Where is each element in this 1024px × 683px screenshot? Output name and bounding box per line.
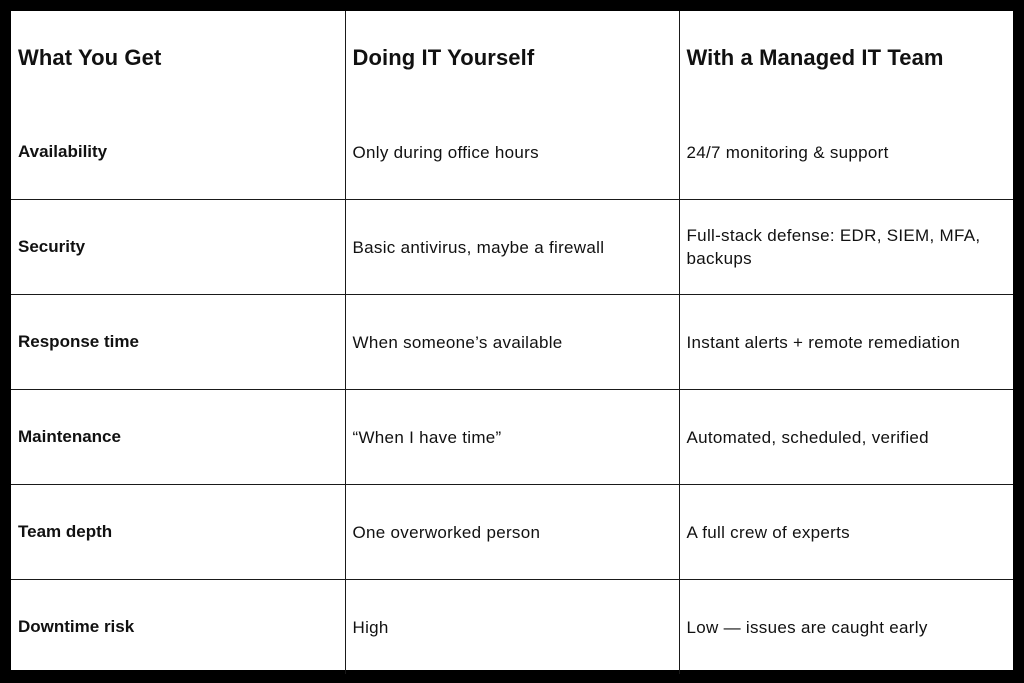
table-row xyxy=(11,485,1013,580)
managed-cell: 24/7 monitoring & support xyxy=(679,105,1013,200)
comparison-table xyxy=(11,11,1013,674)
diy-cell: High xyxy=(345,580,679,675)
managed-cell: Instant alerts + remote remediation xyxy=(679,295,1013,390)
diy-cell: When someone’s available xyxy=(345,295,679,390)
column-header-managed: With a Managed IT Team xyxy=(679,11,1013,105)
managed-cell: Low — issues are caught early xyxy=(679,580,1013,675)
column-header-diy: Doing IT Yourself xyxy=(345,11,679,105)
comparison-table-frame xyxy=(11,11,1013,670)
table-row xyxy=(11,580,1013,675)
row-label: Team depth xyxy=(11,485,345,580)
diy-cell: One overworked person xyxy=(345,485,679,580)
column-header-feature: What You Get xyxy=(11,11,345,105)
row-label: Response time xyxy=(11,295,345,390)
row-label: Downtime risk xyxy=(11,580,345,675)
table-row xyxy=(11,295,1013,390)
table-row xyxy=(11,200,1013,295)
diy-cell: Only during office hours xyxy=(345,105,679,200)
table-header-row xyxy=(11,11,1013,105)
managed-cell: Automated, scheduled, verified xyxy=(679,390,1013,485)
table-row xyxy=(11,390,1013,485)
row-label: Availability xyxy=(11,105,345,200)
managed-cell: Full-stack defense: EDR, SIEM, MFA, backups xyxy=(679,200,1013,295)
diy-cell: “When I have time” xyxy=(345,390,679,485)
table-row xyxy=(11,105,1013,200)
row-label: Security xyxy=(11,200,345,295)
diy-cell: Basic antivirus, maybe a firewall xyxy=(345,200,679,295)
row-label: Maintenance xyxy=(11,390,345,485)
managed-cell: A full crew of experts xyxy=(679,485,1013,580)
